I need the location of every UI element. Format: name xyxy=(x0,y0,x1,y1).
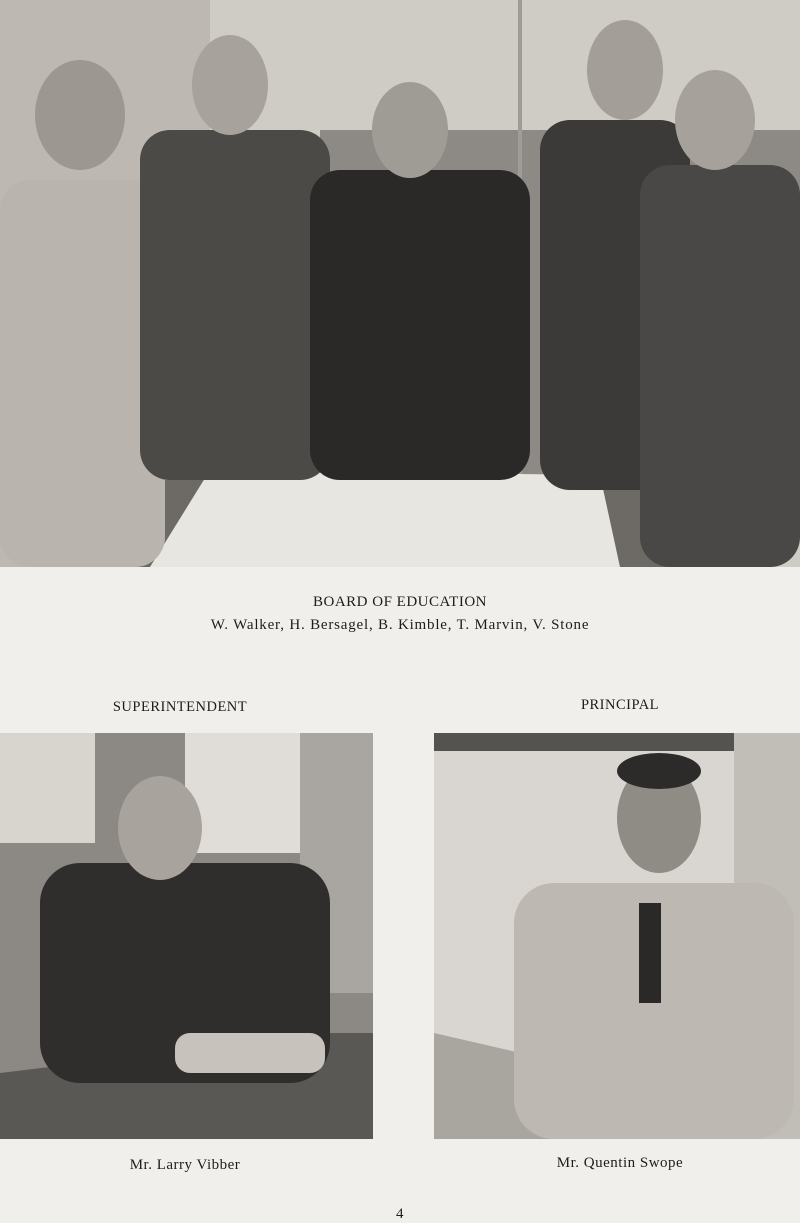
page-number: 4 xyxy=(396,1206,404,1222)
board-photo-illustration xyxy=(0,0,800,567)
board-of-education-photo xyxy=(0,0,800,567)
superintendent-name: Mr. Larry Vibber xyxy=(129,1157,241,1173)
board-members-names: W. Walker, H. Bersagel, B. Kimble, T. Marvin, V. Stone xyxy=(210,617,590,633)
principal-name: Mr. Quentin Swope xyxy=(556,1155,684,1171)
superintendent-photo-illustration xyxy=(0,733,373,1139)
superintendent-title: SUPERINTENDENT xyxy=(112,699,248,715)
board-of-education-title: BOARD OF EDUCATION xyxy=(312,594,487,610)
principal-title: PRINCIPAL xyxy=(580,697,660,713)
principal-photo xyxy=(434,733,800,1139)
superintendent-photo xyxy=(0,733,373,1139)
principal-photo-illustration xyxy=(434,733,800,1139)
